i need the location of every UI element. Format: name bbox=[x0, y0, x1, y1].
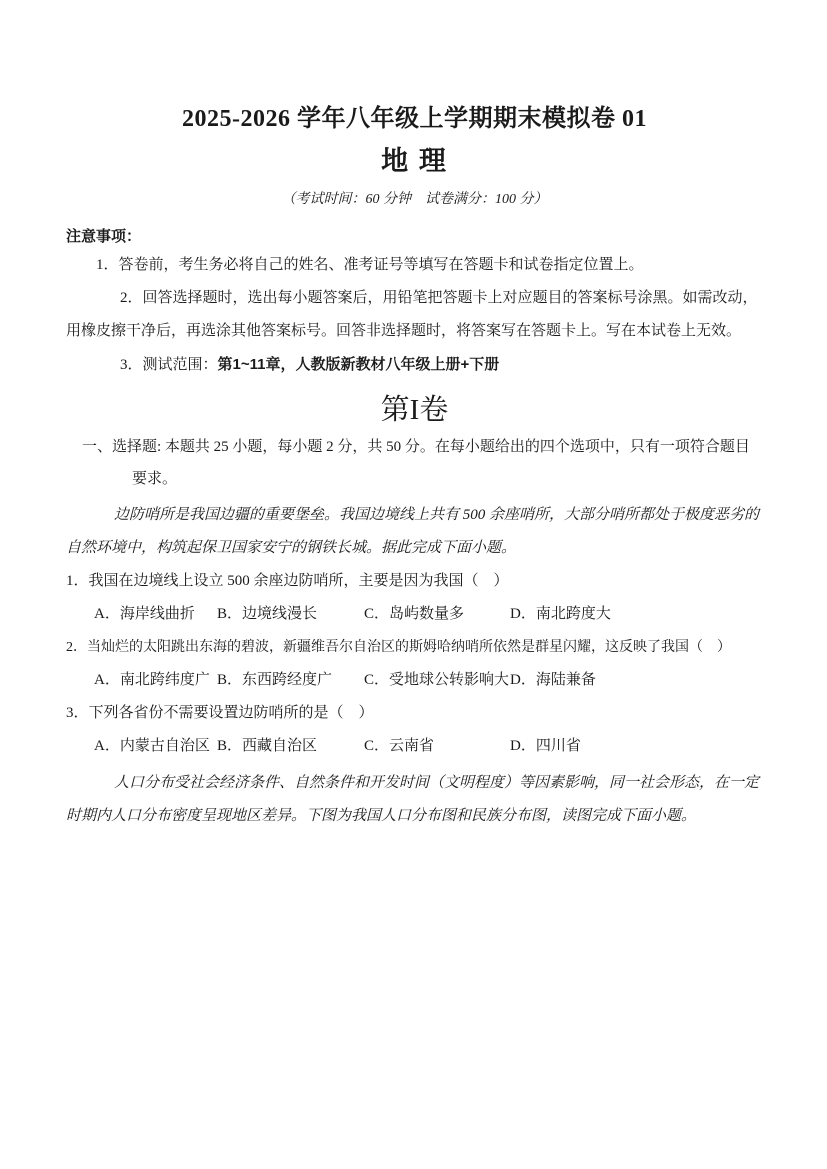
question-1-option-d: D．南北跨度大 bbox=[510, 606, 611, 623]
passage-2: 人口分布受社会经济条件、自然条件和开发时间（文明程度）等因素影响，同一社会形态，在一定时期内人口分布密度呈现地区差异。下图为我国人口分布图和民族分布图，读图完成下面小题。 bbox=[66, 775, 760, 825]
question-2-option-d: D．海陆兼备 bbox=[510, 672, 596, 689]
question-1-option-a: A．海岸线曲折 bbox=[94, 606, 195, 623]
question-2 bbox=[66, 631, 763, 697]
question-3-option-d: D．四川省 bbox=[510, 738, 581, 755]
notice-item-1: 1．答卷前，考生务必将自己的姓名、准考证号等填写在答题卡和试卷指定位置上。 bbox=[96, 257, 644, 274]
section-instructions: 一、选择题: 本题共 25 小题，每小题 2 分，共 50 分。在每小题给出的四个选项中，只有一项符合题目要求。 bbox=[82, 439, 750, 487]
question-2-stem: 2．当灿烂的太阳跳出东海的碧波，新疆维吾尔自治区的斯姆哈纳哨所依然是群星闪耀，这反映了我国（ ） bbox=[66, 640, 731, 656]
notice-section bbox=[66, 225, 763, 382]
question-1-options bbox=[66, 598, 763, 631]
question-1-stem: 1．我国在边境线上设立 500 余座边防哨所，主要是因为我国（ ） bbox=[66, 573, 509, 590]
notice-item-3 bbox=[66, 348, 763, 382]
paper-header bbox=[66, 104, 763, 209]
notice-item-3-scope: 第1~11章，人教版新教材八年级上册+下册 bbox=[217, 356, 500, 374]
question-1-option-c: C．岛屿数量多 bbox=[364, 606, 465, 623]
question-3-options bbox=[66, 730, 763, 763]
notice-heading: 注意事项： bbox=[66, 228, 142, 246]
question-2-option-b: B．东西跨经度广 bbox=[217, 672, 333, 689]
notice-item-2: 2．回答选择题时，选出每小题答案后，用铅笔把答题卡上对应题目的答案标号涂黑。如需改动，用橡皮擦干净后，再选涂其他答案标号。回答非选择题时，将答案写在答题卡上。写在本试卷上无效。 bbox=[66, 290, 758, 340]
exam-info-line: （考试时间：60 分钟 试卷满分：100 分） bbox=[281, 191, 548, 207]
question-3 bbox=[66, 697, 763, 763]
question-2-option-a: A．南北跨纬度广 bbox=[94, 672, 210, 689]
exam-title: 2025-2026 学年八年级上学期期末模拟卷 01 bbox=[182, 106, 647, 132]
subject-title: 地 理 bbox=[381, 146, 448, 177]
question-1 bbox=[66, 565, 763, 631]
question-2-option-c: C．受地球公转影响大 bbox=[364, 672, 510, 689]
question-3-stem: 3．下列各省份不需要设置边防哨所的是（ ） bbox=[66, 705, 374, 722]
question-3-option-a: A．内蒙古自治区 bbox=[94, 738, 210, 755]
question-1-option-b: B．边境线漫长 bbox=[217, 606, 318, 623]
question-3-option-b: B．西藏自治区 bbox=[217, 738, 318, 755]
question-2-options bbox=[66, 664, 763, 697]
question-3-option-c: C．云南省 bbox=[364, 738, 435, 755]
section-title: 第I卷 bbox=[380, 394, 449, 427]
passage-1: 边防哨所是我国边疆的重要堡垒。我国边境线上共有 500 余座哨所，大部分哨所都处于极度恶劣的自然环境中，构筑起保卫国家安宁的钢铁长城。据此完成下面小题。 bbox=[66, 507, 760, 557]
notice-item-3-prefix: 3．测试范围： bbox=[120, 357, 218, 374]
